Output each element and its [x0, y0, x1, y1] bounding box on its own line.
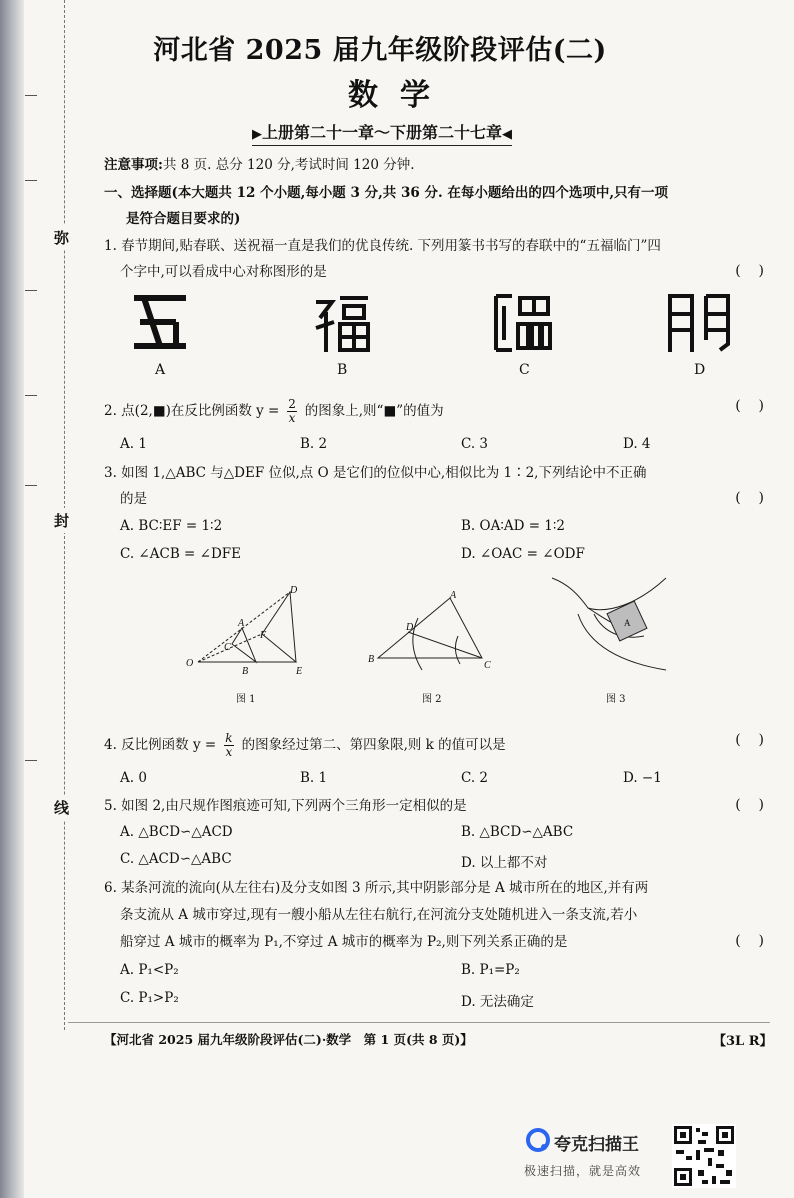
fig1-label-b: B [242, 666, 249, 677]
fig2-label-d: D [406, 622, 414, 633]
q1-answer-bracket: ( ) [735, 263, 764, 279]
q2-option-d: D. 4 [623, 436, 651, 452]
q2-answer-bracket: ( ) [735, 398, 764, 414]
brand-slogan: 极速扫描，就是高效 [524, 1164, 642, 1178]
q4-fraction-numerator: k [225, 731, 233, 745]
q2-option-c: C. 3 [461, 436, 489, 452]
figure-2-caption: 图 2 [422, 694, 442, 705]
brand-name: 夸克扫描王 [554, 1135, 639, 1155]
q4-option-d: D. −1 [623, 770, 662, 786]
figure-2-construction-diagram [362, 588, 502, 678]
fig1-label-f: F [260, 630, 267, 641]
binding-char-mi: 弥 [54, 225, 69, 250]
figure-1-caption: 图 1 [236, 694, 256, 705]
q3-option-c: C. ∠ACB = ∠DFE [120, 546, 241, 562]
q5-answer-bracket: ( ) [735, 797, 764, 813]
q4-option-b: B. 1 [300, 770, 328, 786]
page-footer: 【河北省 2025 届九年级阶段评估(二)·数学 第 1 页(共 8 页)】 [104, 1032, 473, 1047]
scanner-brand [522, 1126, 672, 1186]
notice [104, 156, 415, 174]
q5-option-c: C. △ACD∽△ABC [120, 851, 232, 867]
triangle-left-icon: ◀ [502, 127, 513, 142]
binding-char-feng: 封 [54, 508, 69, 533]
q1-option-c-label: C [519, 362, 530, 378]
q1-option-a-label: A [155, 362, 166, 378]
q5-option-b: B. △BCD∽△ABC [461, 824, 574, 840]
binding-tick [25, 485, 37, 486]
q2-option-a: A. 1 [120, 436, 147, 452]
binding-char-xian: 线 [54, 795, 69, 820]
section1-instruction-line1: 一、选择题(本大题共 12 个小题,每小题 3 分,共 36 分. 在每小题给出的四个选项中,只有一项 [104, 185, 669, 201]
fig1-label-e: E [296, 666, 303, 677]
q4-option-a: A. 0 [120, 770, 147, 786]
q4-stem [104, 732, 506, 759]
q2-stem-suffix: 的图象上,则“■”的值为 [304, 403, 444, 419]
q5-stem: 5. 如图 2,由尺规作图痕迹可知,下列两个三角形一定相似的是 [104, 798, 467, 814]
q5-option-a: A. △BCD∽△ACD [120, 824, 233, 840]
q2-fraction-numerator: 2 [288, 397, 296, 411]
binding-tick [25, 95, 37, 96]
q6-option-c: C. P₁>P₂ [120, 990, 179, 1006]
figure-3-river-map [548, 574, 668, 678]
binding-tick [25, 290, 37, 291]
q6-stem-line2: 条支流从 A 城市穿过,现有一艘小船从左往右航行,在河流分支处随机进入一条支流,若小 [120, 907, 638, 923]
q3-answer-bracket: ( ) [735, 490, 764, 506]
section1-instruction-line2: 是符合题目要求的) [126, 211, 241, 227]
exam-title: 河北省 2025 届九年级阶段评估(二) [153, 35, 607, 66]
q1-option-b-label: B [337, 362, 348, 378]
q4-fraction [224, 732, 235, 759]
seal-glyph-men-icon [666, 292, 732, 354]
q4-stem-prefix: 4. 反比例函数 y = [104, 737, 217, 753]
q2-stem-prefix: 2. 点(2,■)在反比例函数 y = [104, 403, 280, 419]
q5-option-d: D. 以上都不对 [461, 855, 548, 871]
q2-fraction [287, 398, 298, 425]
seal-glyph-wu-icon [130, 292, 190, 352]
fig1-label-d: D [290, 585, 298, 596]
q2-fraction-denominator: x [288, 411, 296, 425]
q3-stem-line2: 的是 [120, 491, 147, 507]
seal-glyph-lin-icon [492, 292, 554, 354]
fig1-label-c: C [224, 642, 231, 653]
q4-stem-suffix: 的图象经过第二、第四象限,则 k 的值可以是 [241, 737, 506, 753]
seal-glyph-fu-icon [312, 292, 372, 354]
q2-option-b: B. 2 [300, 436, 328, 452]
notice-text: 共 8 页. 总分 120 分,考试时间 120 分钟. [162, 157, 415, 173]
q6-answer-bracket: ( ) [735, 933, 764, 949]
q4-answer-bracket: ( ) [735, 732, 764, 748]
binding-tick [25, 180, 37, 181]
figure-1-homothety-diagram [180, 582, 320, 682]
q4-option-c: C. 2 [461, 770, 489, 786]
q6-stem-line1: 6. 某条河流的流向(从左往右)及分支如图 3 所示,其中阴影部分是 A 城市所在的地区,并有两 [104, 880, 649, 896]
triangle-right-icon: ▶ [252, 127, 262, 142]
footer-code: 【3L R】 [713, 1034, 773, 1049]
q3-option-a: A. BC∶EF = 1∶2 [120, 518, 223, 534]
fig2-label-c: C [484, 660, 491, 671]
q1-option-d-label: D [694, 362, 706, 378]
q1-stem-line1: 1. 春节期间,贴春联、送祝福一直是我们的优良传统. 下列用篆书书写的春联中的“五福临门”四 [104, 238, 661, 254]
fig2-label-b: B [368, 654, 375, 665]
quark-logo-icon [526, 1128, 550, 1152]
binding-tick [25, 760, 37, 761]
fig3-label-a: A [624, 618, 631, 628]
q6-option-a: A. P₁<P₂ [120, 962, 179, 978]
fig1-label-o: O [186, 658, 194, 669]
q2-stem [104, 398, 444, 425]
fig1-label-a: A [238, 618, 245, 629]
q6-option-b: B. P₁=P₂ [461, 962, 520, 978]
q4-fraction-denominator: x [225, 745, 233, 759]
footer-rule [68, 1022, 770, 1023]
q3-option-d: D. ∠OAC = ∠ODF [461, 546, 585, 562]
notice-label: 注意事项: [104, 157, 163, 173]
figure-3-caption: 图 3 [606, 694, 626, 705]
scope-text: 上册第二十一章～下册第二十七章 [262, 123, 503, 142]
q6-option-d: D. 无法确定 [461, 994, 534, 1010]
qr-code-icon [672, 1124, 736, 1188]
exam-scope [252, 120, 512, 146]
fig2-label-a: A [450, 590, 457, 601]
scan-shadow [0, 0, 24, 1198]
binding-tick [25, 395, 37, 396]
q1-stem-line2: 个字中,可以看成中心对称图形的是 [120, 264, 327, 280]
q3-option-b: B. OA∶AD = 1∶2 [461, 518, 565, 534]
q6-stem-line3: 船穿过 A 城市的概率为 P₁,不穿过 A 城市的概率为 P₂,则下列关系正确的是 [120, 934, 568, 950]
q3-stem-line1: 3. 如图 1,△ABC 与△DEF 位似,点 O 是它们的位似中心,相似比为 1∶2,下列结论中不正确 [104, 465, 647, 481]
exam-subject: 数学 [348, 78, 452, 113]
